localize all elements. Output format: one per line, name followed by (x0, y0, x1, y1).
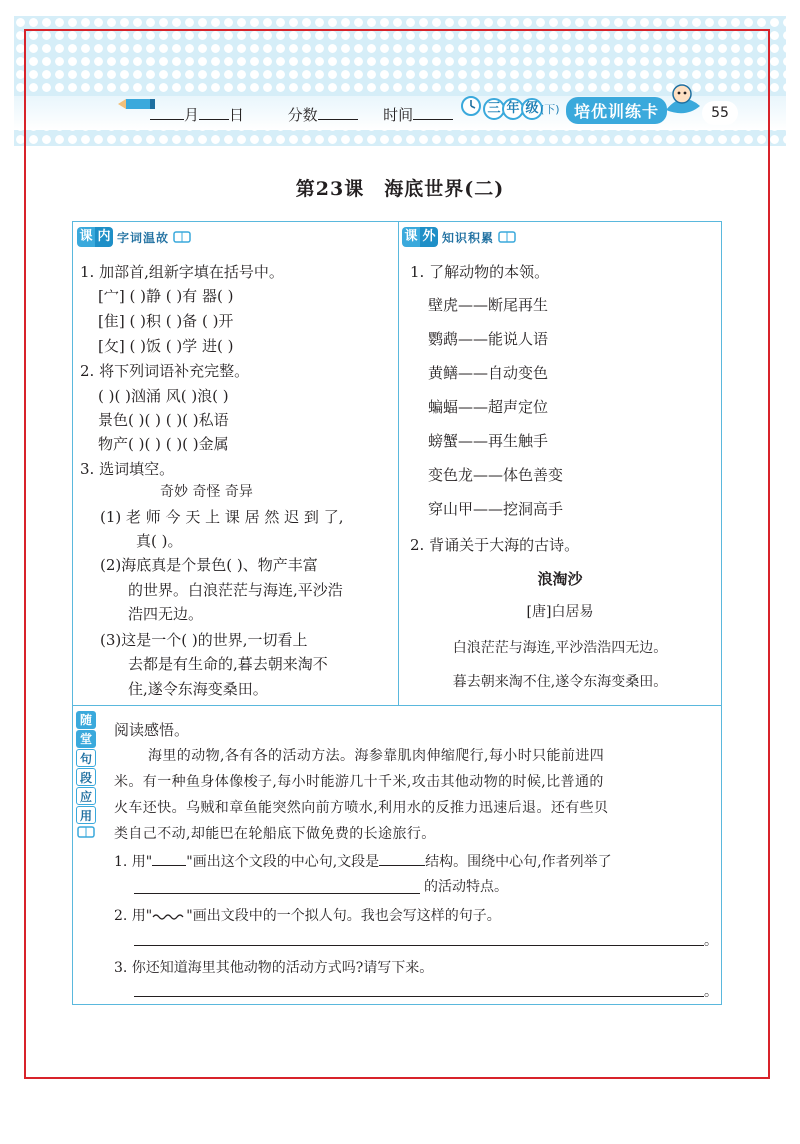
left-q1-row: [隹] ( )积 ( )备 ( )开 (98, 312, 234, 330)
left-q1-title: 1. 加部首,组新字填在括号中。 (80, 263, 284, 281)
left-tab-chip-2: 内 (95, 227, 113, 247)
animal-fact: 穿山甲——挖洞高手 (428, 500, 564, 518)
left-q3-line: 浩四无边。 (128, 605, 204, 623)
vtab-char: 句 (76, 749, 96, 767)
q2-period: 。 (704, 933, 718, 949)
day-blank[interactable] (199, 106, 229, 120)
right-tab-chip-2: 外 (420, 227, 438, 247)
left-q3-line: 的世界。白浪茫茫与海连,平沙浩 (128, 581, 343, 599)
structure-blank[interactable] (379, 854, 425, 866)
grade-chip-2: 年 (502, 98, 524, 120)
lesson-title (0, 174, 800, 201)
vtab-char: 用 (76, 806, 96, 824)
right-section-tab (402, 226, 517, 248)
right-section-box (398, 221, 722, 706)
left-tab-chip-1: 课 (77, 227, 95, 247)
left-q3-line: 住,遂令东海变桑田。 (128, 680, 268, 698)
bottom-vertical-tab (75, 711, 97, 839)
poem-author: [唐]白居易 (526, 604, 594, 620)
grade-sub: (下) (540, 103, 560, 116)
left-q3-line: (1) 老 师 今 天 上 课 居 然 迟 到 了, (100, 508, 344, 526)
right-tab-label: 知识积累 (442, 230, 495, 245)
bottom-q1-line1 (114, 852, 612, 872)
time-label: 时间 (383, 106, 414, 124)
animal-fact: 螃蟹——再生触手 (428, 432, 549, 450)
right-tab-chip-1: 课 (402, 227, 420, 247)
animal-fact: 变色龙——体色善变 (428, 466, 564, 484)
animal-fact: 蝙蝠——超声定位 (428, 398, 549, 416)
q1-text: "画出这个文段的中心句,文段是 (186, 854, 380, 870)
right-q2-title: 2. 背诵关于大海的古诗。 (410, 536, 580, 554)
q1-text: 结构。围绕中心句,作者列举了 (425, 854, 612, 870)
vtab-char: 随 (76, 711, 96, 729)
q2-text: 2. 用" (114, 908, 153, 924)
left-q1-row: [攵] ( )饭 ( )学 进( ) (98, 337, 234, 355)
left-q2-row: 物产( )( ) ( )( )金属 (98, 435, 229, 453)
bottom-q3: 3. 你还知道海里其他动物的活动方式吗?请写下来。 (114, 960, 434, 976)
passage-line: 类自己不动,却能巴在轮船底下做免费的长途旅行。 (114, 826, 436, 842)
wavy-underline-sample (152, 906, 186, 920)
lesson-number: 第23课 (295, 178, 365, 200)
poem-title: 浪淘沙 (537, 570, 583, 588)
bottom-q2 (114, 906, 501, 926)
q2-answer-line[interactable] (134, 945, 704, 946)
book-icon (76, 825, 96, 839)
animals-blank[interactable] (134, 893, 420, 894)
grade-chip-1: 三 (483, 98, 505, 120)
bottom-q1-line2: 的活动特点。 (424, 879, 508, 895)
q1-text: 1. 用" (114, 854, 153, 870)
clock-icon (460, 95, 482, 117)
mascot-icon (662, 80, 704, 120)
passage-line: 火车还快。乌贼和章鱼能突然向前方喷水,利用水的反推力迅速后退。还有些贝 (114, 800, 609, 816)
left-q3-line: 去都是有生命的,暮去朝来淘不 (128, 655, 328, 673)
left-q3-line: (3)这是一个( )的世界,一切看上 (100, 631, 308, 649)
animal-fact: 鹦鹉——能说人语 (428, 330, 549, 348)
animal-fact: 壁虎——断尾再生 (428, 296, 549, 314)
day-label: 日 (229, 106, 245, 124)
left-q1-row: [宀] ( )静 ( )有 器( ) (98, 287, 234, 305)
animal-fact: 黄鳝——自动变色 (428, 364, 549, 382)
left-q2-row: 景色( )( ) ( )( )私语 (98, 411, 229, 429)
book-icon (497, 229, 517, 245)
month-blank[interactable] (150, 106, 184, 120)
left-q3-line: 真( )。 (136, 532, 183, 550)
left-q2-title: 2. 将下列词语补充完整。 (80, 362, 250, 380)
passage-line: 海里的动物,各有各的活动方法。海参靠肌肉伸缩爬行,每小时只能前进四 (148, 748, 605, 764)
brand-title: 培优训练卡 (566, 97, 667, 124)
lesson-name: 海底世界(二) (384, 178, 505, 200)
q3-period: 。 (704, 984, 718, 1000)
month-label: 月 (184, 106, 200, 124)
left-q2-row: ( )( )汹涌 风( )浪( ) (98, 387, 229, 405)
time-blank[interactable] (413, 106, 453, 120)
vtab-char: 段 (76, 768, 96, 786)
left-q3-line: (2)海底真是个景色( )、物产丰富 (100, 556, 318, 574)
score-label: 分数 (287, 106, 318, 124)
right-q1-title: 1. 了解动物的本领。 (410, 263, 550, 281)
left-section-tab (77, 226, 192, 248)
score-blank[interactable] (318, 106, 358, 120)
straight-underline-sample (152, 854, 186, 866)
date-score-row (150, 104, 453, 125)
page-number: 55 (702, 101, 738, 125)
left-q3-options: 奇妙 奇怪 奇异 (160, 484, 253, 500)
vtab-char: 应 (76, 787, 96, 805)
poem-line: 暮去朝来淘不住,遂令东海变桑田。 (452, 674, 668, 690)
q2-text: "画出文段中的一个拟人句。我也会写这样的句子。 (186, 908, 501, 924)
vtab-char: 堂 (76, 730, 96, 748)
book-icon (172, 229, 192, 245)
bottom-heading: 阅读感悟。 (114, 721, 190, 739)
poem-line: 白浪茫茫与海连,平沙浩浩四无边。 (452, 640, 668, 656)
q3-answer-line[interactable] (134, 996, 704, 997)
grade-chip-3: 级 (521, 98, 543, 120)
left-q3-title: 3. 选词填空。 (80, 460, 175, 478)
left-tab-label: 字词温故 (117, 230, 170, 245)
passage-line: 米。有一种鱼身体像梭子,每小时能游几十千米,攻击其他动物的时候,比普通的 (114, 774, 604, 790)
